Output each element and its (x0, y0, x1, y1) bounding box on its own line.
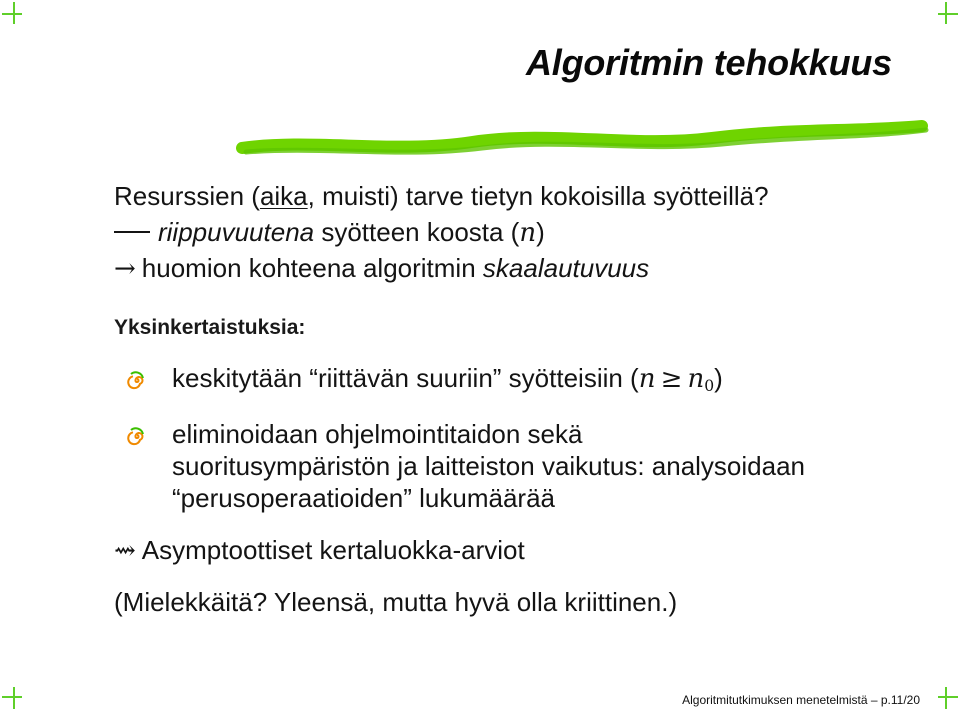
dependency-text: syötteen koosta ( (314, 217, 520, 247)
corner-mark-top-right-icon (930, 0, 960, 30)
focus-line (114, 252, 649, 285)
paren-close: ) (536, 217, 545, 247)
bullet-item-large-inputs (172, 362, 723, 402)
dependency-italic-term: riippuvuutena (158, 217, 315, 247)
intro-text-rest: , muisti) tarve tietyn kokoisilla syötteillä? (307, 181, 769, 211)
bullet-item-eliminate-line-2: suoritusympäristön ja laitteiston vaikutus: analysoidaan (172, 451, 806, 481)
section-heading: Yksinkertaistuksia: (114, 316, 306, 339)
spiral-bullet-icon (127, 426, 147, 446)
paren-close: ) (714, 363, 723, 393)
dependency-line (114, 216, 545, 249)
math-variable-n: n (638, 364, 656, 394)
conclusion-line (114, 534, 525, 567)
title-underline-stroke (232, 118, 932, 164)
math-variable-n: n (519, 218, 537, 248)
corner-mark-top-left-icon (0, 0, 30, 30)
bullet-item-eliminate-line-3: “perusoperaatioiden” lukumäärää (172, 483, 556, 513)
em-dash-icon (114, 231, 150, 233)
subscript-zero: 0 (704, 376, 715, 395)
conclusion-text: Asymptoottiset kertaluokka-arviot (141, 535, 525, 565)
focus-text: huomion kohteena algoritmin (141, 253, 483, 283)
geq-symbol: ≥ (660, 364, 683, 394)
intro-question-line (114, 180, 769, 212)
page-title: Algoritmin tehokkuus (525, 42, 892, 83)
slide-footer: Algoritmitutkimuksen menetelmistä – p.11/20 (682, 693, 920, 707)
right-arrow-icon: → (114, 254, 136, 284)
bullet-text: keskitytään “riittävän suuriin” syötteisiin ( (172, 363, 639, 393)
math-variable-n0: n (687, 364, 705, 394)
intro-text: Resurssien ( (114, 181, 260, 211)
corner-mark-bottom-right-icon (930, 681, 960, 711)
note-line: (Mielekkäitä? Yleensä, mutta hyvä olla kriittinen.) (114, 587, 678, 617)
squiggle-arrow-icon: ⇝ (114, 536, 136, 566)
scalability-italic-term: skaalautuvuus (482, 253, 650, 283)
time-underlined-term: aika (259, 181, 308, 211)
spiral-bullet-icon (127, 370, 147, 390)
bullet-item-eliminate-line-1: eliminoidaan ohjelmointitaidon sekä (172, 419, 583, 449)
corner-mark-bottom-left-icon (0, 681, 30, 711)
